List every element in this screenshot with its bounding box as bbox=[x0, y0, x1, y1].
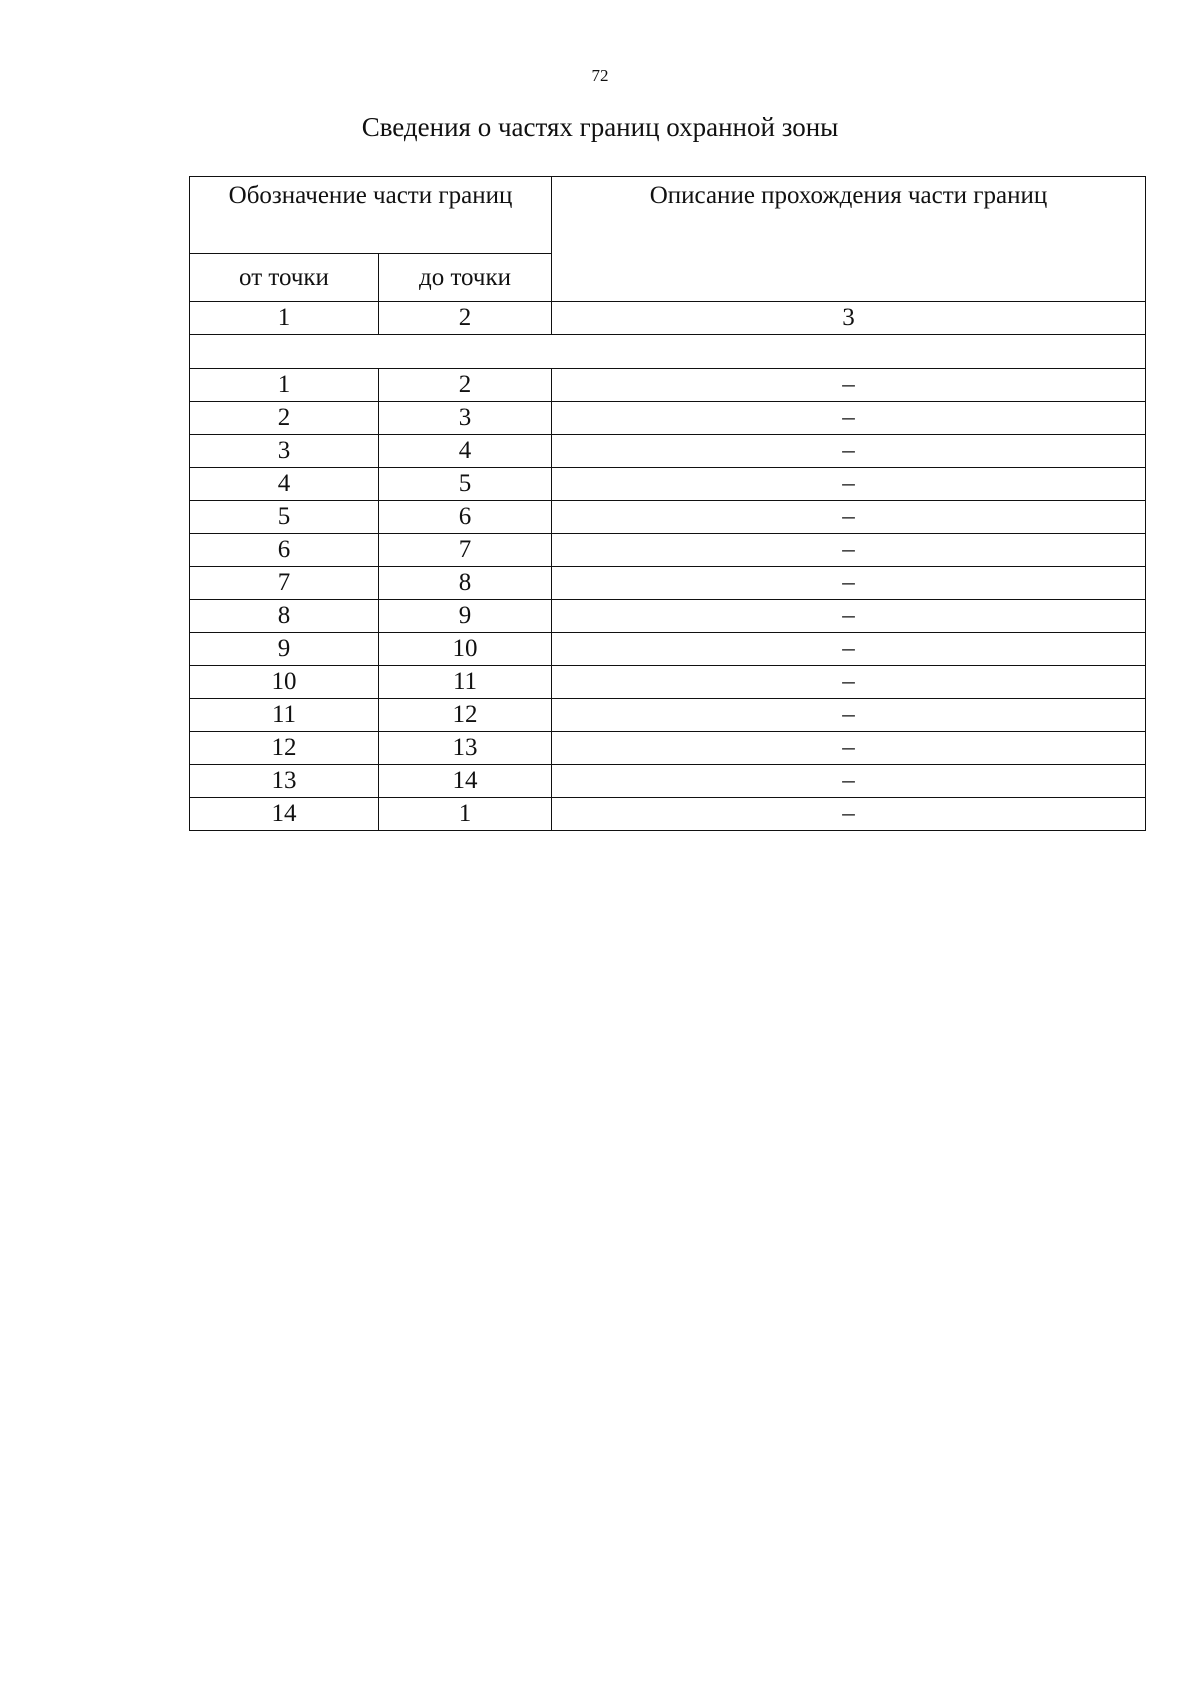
column-number: 1 bbox=[190, 302, 379, 335]
from-point-cell: 11 bbox=[190, 699, 379, 732]
from-point-cell: 1 bbox=[190, 369, 379, 402]
table-row bbox=[190, 435, 1146, 468]
from-point-cell: 3 bbox=[190, 435, 379, 468]
description-cell: – bbox=[552, 633, 1146, 666]
table-row bbox=[190, 402, 1146, 435]
to-point-cell: 1 bbox=[379, 798, 552, 831]
description-cell: – bbox=[552, 732, 1146, 765]
table-row bbox=[190, 534, 1146, 567]
description-cell: – bbox=[552, 435, 1146, 468]
table-row bbox=[190, 501, 1146, 534]
table-row bbox=[190, 567, 1146, 600]
to-point-cell: 8 bbox=[379, 567, 552, 600]
to-point-cell: 11 bbox=[379, 666, 552, 699]
to-point-cell: 10 bbox=[379, 633, 552, 666]
to-point-cell: 9 bbox=[379, 600, 552, 633]
section-row bbox=[190, 335, 1146, 369]
description-cell: – bbox=[552, 798, 1146, 831]
table-row bbox=[190, 765, 1146, 798]
from-point-cell: 9 bbox=[190, 633, 379, 666]
from-point-cell: 14 bbox=[190, 798, 379, 831]
table-row bbox=[190, 732, 1146, 765]
column-number-row bbox=[190, 302, 1146, 335]
to-point-cell: 3 bbox=[379, 402, 552, 435]
description-cell: – bbox=[552, 534, 1146, 567]
from-point-cell: 7 bbox=[190, 567, 379, 600]
page-title: Сведения о частях границ охранной зоны bbox=[361, 112, 839, 142]
table-row bbox=[190, 369, 1146, 402]
to-point-header: до точки bbox=[379, 254, 552, 302]
column-number: 2 bbox=[379, 302, 552, 335]
table-body bbox=[190, 177, 1146, 831]
description-cell: – bbox=[552, 501, 1146, 534]
description-cell: – bbox=[552, 468, 1146, 501]
section-label bbox=[190, 335, 1146, 369]
to-point-cell: 14 bbox=[379, 765, 552, 798]
description-cell: – bbox=[552, 567, 1146, 600]
to-point-cell: 12 bbox=[379, 699, 552, 732]
designation-header: Обозначение части границ bbox=[190, 177, 552, 254]
from-point-header: от точки bbox=[190, 254, 379, 302]
from-point-cell: 6 bbox=[190, 534, 379, 567]
from-point-cell: 13 bbox=[190, 765, 379, 798]
description-cell: – bbox=[552, 765, 1146, 798]
description-cell: – bbox=[552, 666, 1146, 699]
from-point-cell: 8 bbox=[190, 600, 379, 633]
column-number: 3 bbox=[552, 302, 1146, 335]
from-point-cell: 5 bbox=[190, 501, 379, 534]
page-number: 72 bbox=[591, 66, 609, 85]
to-point-cell: 5 bbox=[379, 468, 552, 501]
to-point-cell: 2 bbox=[379, 369, 552, 402]
to-point-cell: 4 bbox=[379, 435, 552, 468]
from-point-cell: 10 bbox=[190, 666, 379, 699]
description-cell: – bbox=[552, 699, 1146, 732]
from-point-cell: 12 bbox=[190, 732, 379, 765]
from-point-cell: 2 bbox=[190, 402, 379, 435]
description-cell: – bbox=[552, 402, 1146, 435]
to-point-cell: 13 bbox=[379, 732, 552, 765]
description-cell: – bbox=[552, 600, 1146, 633]
table-row bbox=[190, 699, 1146, 732]
table-row bbox=[190, 798, 1146, 831]
table-row bbox=[190, 600, 1146, 633]
table-row bbox=[190, 468, 1146, 501]
description-cell: – bbox=[552, 369, 1146, 402]
description-header: Описание прохождения части границ bbox=[552, 177, 1146, 302]
header-row bbox=[190, 177, 1146, 254]
table-row bbox=[190, 666, 1146, 699]
from-point-cell: 4 bbox=[190, 468, 379, 501]
to-point-cell: 6 bbox=[379, 501, 552, 534]
boundary-parts-table bbox=[189, 176, 1146, 831]
table-row bbox=[190, 633, 1146, 666]
to-point-cell: 7 bbox=[379, 534, 552, 567]
